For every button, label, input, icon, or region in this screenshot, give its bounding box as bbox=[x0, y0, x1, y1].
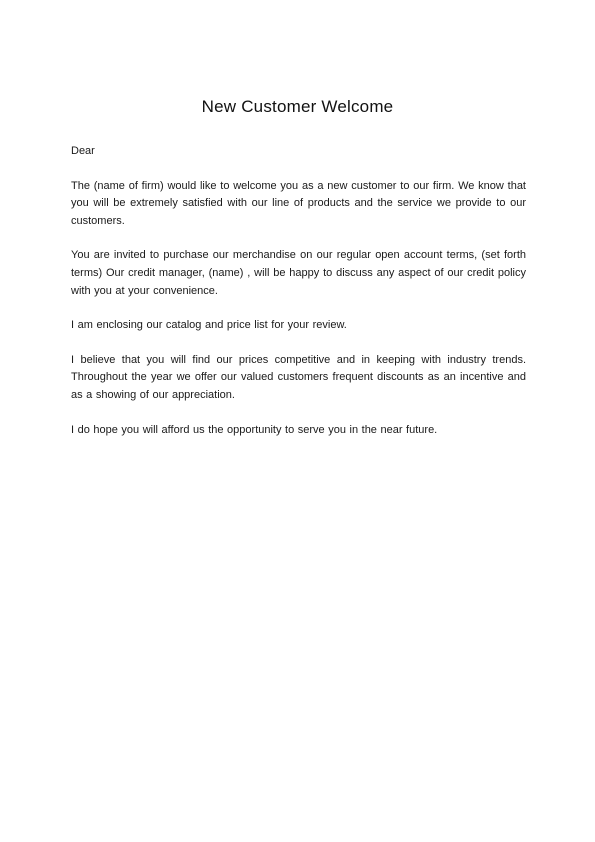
paragraph-catalog: I am enclosing our catalog and price list for your review. bbox=[71, 319, 347, 332]
document-title: New Customer Welcome bbox=[201, 97, 394, 116]
paragraph-credit-terms: You are invited to purchase our merchandise on our regular open account terms, (set forth terms) Our credit manager, (name) , will be happy to discuss any aspect of our credit policy with you at your convenience. bbox=[71, 249, 526, 297]
paragraph-closing: I do hope you will afford us the opportunity to serve you in the near future. bbox=[71, 423, 438, 436]
paragraph-welcome: The (name of firm) would like to welcome you as a new customer to our firm. We know that you will be extremely satisfied with our line of products and the service we provide to our customers. bbox=[71, 179, 526, 227]
letter-body bbox=[71, 143, 526, 456]
salutation: Dear bbox=[71, 145, 95, 157]
paragraph-pricing: I believe that you will find our prices competitive and in keeping with industry trends. Throughout the year we offer our valued customers frequent discounts as an incentive and as a showing of our appreciation. bbox=[71, 353, 526, 401]
